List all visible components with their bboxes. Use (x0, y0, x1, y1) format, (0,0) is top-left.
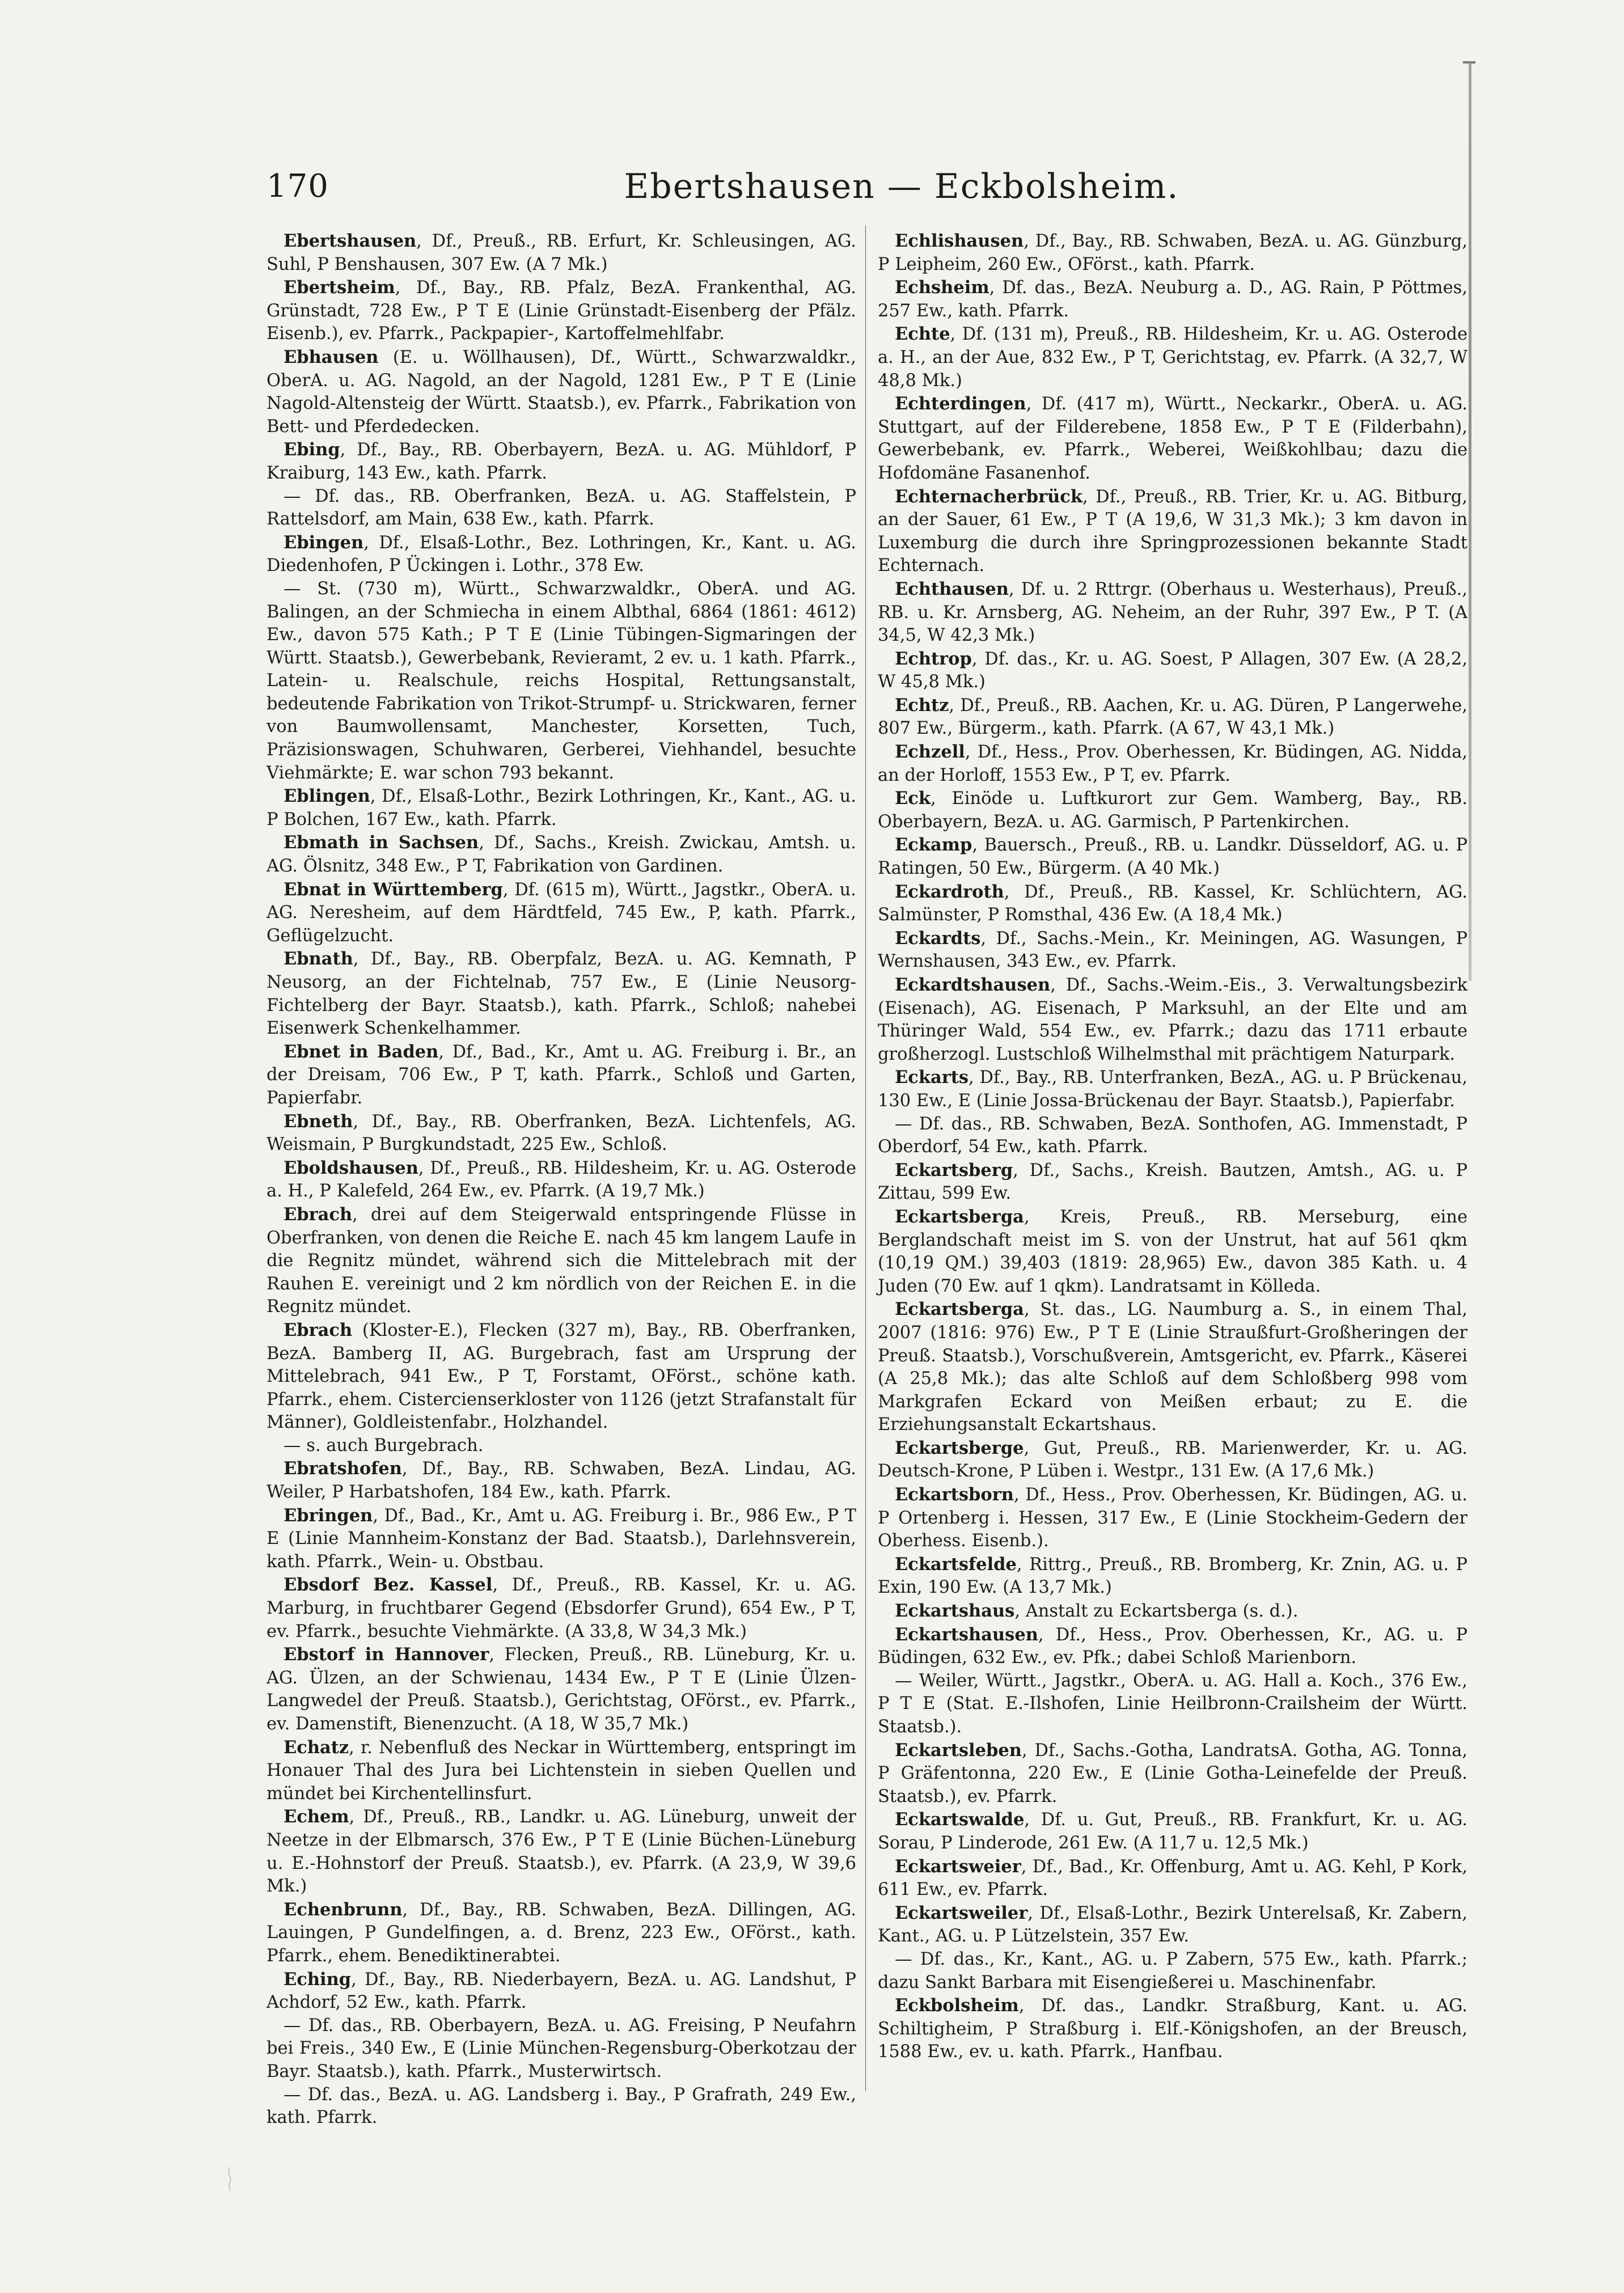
gazetteer-entry (878, 485, 1467, 578)
entry-headword: Eboldshausen (284, 1157, 418, 1178)
gazetteer-entry (878, 1553, 1467, 1600)
entry-headword: Eckartsberga (895, 1206, 1024, 1227)
entry-text: , Df., Sachs.-Gotha, LandratsA. Gotha, AG. Tonna, P Gräfentonna, 220 Ew., E (Linie Gotha-Leinefelde der Preuß. Staatsb.), ev. Pfarrk. (878, 1740, 1467, 1807)
gazetteer-entry (878, 1066, 1467, 1112)
gazetteer-entry (878, 1623, 1467, 1670)
entry-headword: Echenbrunn (284, 1899, 403, 1920)
entry-text: , Df., Bay., RB. Unterfranken, BezA., AG. u. P Brückenau, 130 Ew., E (Linie Jossa-Brückenau der Bayr. Staatsb.), Papierfabr. (878, 1068, 1467, 1111)
entry-headword: Eblingen (284, 786, 370, 807)
entry-headword: Echsheim (895, 277, 989, 298)
entry-text: , Df., Bay., RB. Schwaben, BezA. u. AG. Günzburg, P Leipheim, 260 Ew., OFörst., kath. Pfarrk. (878, 231, 1467, 274)
entry-text: , Df., Bad., Kr. Offenburg, Amt u. AG. Kehl, P Kork, 611 Ew., ev. Pfarrk. (878, 1856, 1467, 1900)
gazetteer-entry (878, 1159, 1467, 1205)
gazetteer-entry (267, 1968, 856, 2015)
entry-text: , Df. u. Gut, Preuß., RB. Frankfurt, Kr. u. AG. Sorau, P Linderode, 261 Ew. (A 11,7 u. 12,5 Mk.) (878, 1810, 1467, 1853)
gazetteer-entry (267, 276, 856, 346)
entry-text: , Df., Preuß., RB. Trier, Kr. u. AG. Bitburg, an der Sauer, 61 Ew., P T (A 19,6, W 31,3 Mk.); 3 km davon in Luxemburg die durch ihre Springprozessionen bekannte Stadt Echternach. (878, 486, 1467, 576)
entry-text: , Df. u. 2 Rttrgr. (Oberhaus u. Westerhaus), Preuß., RB. u. Kr. Arnsberg, AG. Neheim, an der Ruhr, 397 Ew., P T. (A 34,5, W 42,3 Mk.) (878, 579, 1467, 646)
entry-text: , Df. das., Landkr. Straßburg, Kant. u. AG. Schiltigheim, P Straßburg i. Elf.-Königshofen, an der Breusch, 1588 Ew., ev. u. kath. Pfarrk., Hanfbau. (878, 1996, 1467, 2062)
entry-text: — Df. das., RB. Oberbayern, BezA. u. AG. Freising, P Neufahrn bei Freis., 340 Ew., E (Linie München-Regensburg-Oberkotzau der Bayr. Staatsb.), kath. Pfarrk., Musterwirtsch. (267, 2015, 856, 2082)
gazetteer-entry (267, 2084, 856, 2130)
entry-text: , Df., Preuß., RB. Kassel, Kr. Schlüchtern, AG. Salmünster, P Romsthal, 436 Ew. (A 18,4 Mk.) (878, 882, 1467, 925)
entry-headword: Eckardts (895, 928, 981, 949)
entry-text: , drei auf dem Steigerwald entspringende Flüsse in Oberfranken, von denen die Reiche E. nach 45 km langem Laufe in die Regnitz mündet, während sich die Mittelebrach mit der Rauhen E. vereinigt und 2 km nördlich von der Reichen E. in die Regnitz mündet. (267, 1204, 857, 1317)
entry-text: , Df., Elsaß-Lothr., Bez. Lothringen, Kr., Kant. u. AG. Diedenhofen, P Ückingen i. Lothr., 378 Ew. (267, 532, 856, 576)
entry-headword: Ebneth (284, 1111, 353, 1132)
gazetteer-entry (878, 1808, 1467, 1855)
gazetteer-entry (267, 1040, 856, 1110)
entry-text: , Df., Bay., RB. Pfalz, BezA. Frankenthal, AG. Grünstadt, 728 Ew., P T E (Linie Grünstadt-Eisenberg der Pfälz. Eisenb.), ev. Pfarrk., Packpapier-, Kartoffelmehlfabr. (267, 278, 856, 344)
gazetteer-entry (878, 1205, 1467, 1298)
gazetteer-entry (267, 531, 856, 578)
entry-text: , Df., Preuß., RB. Aachen, Kr. u. AG. Düren, P Langerwehe, 807 Ew., Bürgerm., kath. Pfarrk. (A 67, W 43,1 Mk.) (878, 695, 1467, 739)
gazetteer-entry (267, 485, 856, 531)
entry-headword: Eckartsweier (895, 1856, 1021, 1877)
entry-headword: Eckartshausen (895, 1624, 1038, 1645)
gazetteer-entry (267, 2015, 856, 2084)
gazetteer-entry (267, 438, 856, 485)
gazetteer-entry (267, 1643, 856, 1736)
gazetteer-entry (267, 1319, 856, 1435)
entry-headword: Ebnet in Baden (284, 1041, 439, 1062)
entry-text: , Anstalt zu Eckartsberga (s. d.). (1014, 1601, 1299, 1622)
entry-text: — Df. das., RB. Oberfranken, BezA. u. AG. Staffelstein, P Rattelsdorf, am Main, 638 Ew., kath. Pfarrk. (267, 486, 856, 530)
entry-text: , Df., Sachs., Kreish. Zwickau, Amtsh. u. AG. Ölsnitz, 348 Ew., P T, Fabrikation von Gardinen. (267, 833, 856, 877)
gazetteer-entry (267, 230, 856, 276)
entry-text: , Df. (417 m), Württ., Neckarkr., OberA. u. AG. Stuttgart, auf der Filderebene, 1858 Ew., P T E (Filderbahn), Gewerbebank, ev. Pfarrk., Weberei, Weißkohlbau; dazu die Hofdomäne Fasanenhof. (878, 394, 1467, 483)
entry-text: , Df., Bad., Kr., Amt u. AG. Freiburg i. Br., 986 Ew., P T E (Linie Mannheim-Konstanz der Bad. Staatsb.), Darlehnsverein, kath. Pfarrk., Wein- u. Obstbau. (267, 1505, 856, 1572)
entry-text: — Weiler, Württ., Jagstkr., OberA. u. AG. Hall a. Koch., 376 Ew., P T E (Stat. E.-Ilshofen, Linie Heilbronn-Crailsheim der Württ. Staatsb.). (878, 1670, 1467, 1737)
gazetteer-entry (878, 578, 1467, 648)
entry-text: , Df., Sachs., Kreish. Bautzen, Amtsh., AG. u. P Zittau, 599 Ew. (878, 1160, 1467, 1204)
entry-headword: Eckbolsheim (895, 1995, 1019, 2016)
entry-text: , Gut, Preuß., RB. Marienwerder, Kr. u. AG. Deutsch-Krone, P Lüben i. Westpr., 131 Ew. (A 17,6 Mk.) (878, 1438, 1467, 1482)
entry-text: , Df., Bay., RB. Oberpfalz, BezA. u. AG. Kemnath, P Neusorg, an der Fichtelnab, 757 Ew., E (Linie Neusorg-Fichtelberg der Bayr. Staatsb.), kath. Pfarrk., Schloß; nahebei Eisenwerk Schenkelhammer. (267, 949, 856, 1039)
gazetteer-entry (267, 947, 856, 1040)
entry-text: — St. (730 m), Württ., Schwarzwaldkr., OberA. und AG. Balingen, an der Schmiecha in einem Albthal, 6864 (1861: 4612) Ew., davon 575 Kath.; P T E (Linie Tübingen-Sigmaringen der Württ. Staatsb.), Gewerbebank, Revieramt, 2 ev. u. 1 kath. Pfarrk., Latein- u. Realschule, reichs Hospital, Rettungsanstalt, bedeutende Fabrikation von Trikot-Strumpf- u. Strickwaren, ferner von Baumwollensamt, Manchester, Korsetten, Tuch, Präzisionswagen, Schuhwaren, Gerberei, Viehhandel, besuchte Viehmärkte; E. war schon 793 bekannt. (267, 578, 856, 783)
margin-mark (226, 2166, 234, 2192)
gazetteer-entry (878, 694, 1467, 741)
gazetteer-entry (878, 1437, 1467, 1483)
gazetteer-entry (267, 578, 856, 785)
entry-text: , r. Nebenfluß des Neckar in Württemberg, entspringt im Honauer Thal des Jura bei Lichtenstein in sieben Quellen und mündet bei Kirchentellinsfurt. (267, 1737, 856, 1804)
entry-text: , Df., Bay., RB. Oberfranken, BezA. Lichtenfels, AG. Weismain, P Burgkundstadt, 225 Ew., Schloß. (267, 1111, 856, 1155)
entry-text: , Df., Bay., RB. Oberbayern, BezA. u. AG. Mühldorf, P Kraiburg, 143 Ew., kath. Pfarrk. (267, 440, 856, 483)
entry-text: — Df. das., Kr., Kant., AG. u. P Zabern, 575 Ew., kath. Pfarrk.; dazu Sankt Barbara mit Eisengießerei u. Maschinenfabr. (878, 1949, 1467, 1992)
gazetteer-entry (878, 1948, 1467, 1994)
gazetteer-entry (878, 1739, 1467, 1809)
page-edge-shadow (1469, 62, 1471, 981)
entry-headword: Eckartsberg (895, 1160, 1013, 1181)
left-column (267, 230, 856, 2130)
entry-text: , Df. (131 m), Preuß., RB. Hildesheim, Kr. u. AG. Osterode a. H., an der Aue, 832 Ew., P T, Gerichtstag, ev. Pfarrk. (A 32,7, W 48,8 Mk.) (878, 324, 1467, 391)
gazetteer-entry (878, 881, 1467, 927)
entry-text: , Df., Bad., Kr., Amt u. AG. Freiburg i. Br., an der Dreisam, 706 Ew., P T, kath. Pfarrk., Schloß und Garten, Papierfabr. (267, 1042, 856, 1108)
entry-text: , Df., Preuß., RB. Kassel, Kr. u. AG. Marburg, in fruchtbarer Gegend (Ebsdorfer Grund), 654 Ew., P T, ev. Pfarrk., besuchte Viehmärkte. (A 33,8, W 34,3 Mk.) (267, 1575, 856, 1642)
entry-text: , Df. das., Kr. u. AG. Soest, P Allagen, 307 Ew. (A 28,2, W 45,8 Mk.) (878, 649, 1467, 692)
entry-text: , Df., Sachs.-Mein., Kr. Meiningen, AG. Wasungen, P Wernshausen, 343 Ew., ev. Pfarrk. (878, 928, 1467, 972)
entry-text: , Df., Bay., RB. Schwaben, BezA. Lindau, AG. Weiler, P Harbatshofen, 184 Ew., kath. Pfarrk. (267, 1459, 856, 1503)
entry-headword: Eckartshaus (895, 1601, 1015, 1622)
gazetteer-entry (267, 1898, 856, 1968)
entry-text: (E. u. Wöllhausen), Df., Württ., Schwarzwaldkr., OberA. u. AG. Nagold, an der Nagold, 1281 Ew., P T E (Linie Nagold-Altensteig der Württ. Staatsb.), ev. Pfarrk., Fabrikation von Bett- und Pferdedecken. (267, 347, 856, 437)
gazetteer-entry (267, 1457, 856, 1504)
gazetteer-entry (267, 1805, 856, 1898)
right-column (878, 230, 1467, 2064)
entry-headword: Eckartsberga (895, 1299, 1024, 1320)
entry-headword: Eckardtshausen (895, 975, 1051, 995)
gazetteer-entry (878, 276, 1467, 323)
page-number: 170 (267, 168, 329, 205)
entry-text: , Df., Sachs.-Weim.-Eis., 3. Verwaltungsbezirk (Eisenach), AG. Eisenach, P Marksuhl, an der Elte und am Thüringer Wald, 554 Ew., ev. Pfarrk.; dazu das 1711 erbaute großherzogl. Lustschloß Wilhelmsthal mit prächtigem Naturpark. (878, 975, 1467, 1064)
entry-headword: Eckartsfelde (895, 1554, 1017, 1575)
gazetteer-entry (267, 1736, 856, 1806)
entry-headword: Eckartsweiler (895, 1902, 1028, 1923)
gazetteer-entry (267, 831, 856, 878)
gazetteer-entry (878, 1298, 1467, 1437)
gazetteer-entry (878, 392, 1467, 485)
gazetteer-entry (878, 741, 1467, 787)
entry-headword: Echtrop (895, 648, 972, 669)
entry-headword: Ebnath (284, 949, 353, 970)
gazetteer-entry (878, 1902, 1467, 1948)
entry-text: , Df., Bay., RB. Niederbayern, BezA. u. AG. Landshut, P Achdorf, 52 Ew., kath. Pfarrk. (267, 1969, 856, 2013)
gazetteer-entry (267, 1157, 856, 1203)
gazetteer-entry (878, 1600, 1467, 1623)
gazetteer-entry (878, 648, 1467, 694)
entry-text: , Df., Elsaß-Lothr., Bezirk Unterelsaß, Kr. Zabern, Kant., AG. u. P Lützelstein, 357 Ew. (878, 1903, 1467, 1947)
gazetteer-entry (878, 974, 1467, 1066)
entry-headword: Echlishausen (895, 231, 1024, 251)
entry-text: (Kloster-E.), Flecken (327 m), Bay., RB. Oberfranken, BezA. Bamberg II, AG. Burgebrach, fast am Ursprung der Mittelebrach, 941 Ew., P T, Forstamt, OFörst., schöne kath. Pfarrk., ehem. Cistercienserkloster von 1126 (jetzt Strafanstalt für Männer), Goldleistenfabr., Holzhandel. (267, 1320, 856, 1433)
entry-headword: Echtz (895, 695, 949, 716)
entry-text: , Df. das., BezA. Neuburg a. D., AG. Rain, P Pöttmes, 257 Ew., kath. Pfarrk. (878, 278, 1467, 321)
gazetteer-entry (267, 1110, 856, 1157)
entry-headword: Eching (284, 1969, 352, 1990)
entry-headword: Echem (284, 1807, 349, 1827)
entry-headword: Echte (895, 324, 950, 345)
entry-headword: Eckartswalde (895, 1809, 1025, 1830)
gazetteer-entry (878, 1483, 1467, 1553)
entry-headword: Ebringen (284, 1505, 373, 1526)
entry-headword: Eckartsberge (895, 1437, 1024, 1458)
entry-headword: Eck (895, 788, 931, 809)
gazetteer-entry (878, 323, 1467, 392)
entry-text: , St. das., LG. Naumburg a. S., in einem Thal, 2007 (1816: 976) Ew., P T E (Linie Straußfurt-Großheringen der Preuß. Staatsb.), Vorschußverein, Amtsgericht, ev. Pfarrk., Käserei (A 25,8 Mk.); das alte Schloß auf dem Schloßberg 998 vom Markgrafen Eckard von Meißen erbaut; zu E. die Erziehungsanstalt Eckartshaus. (878, 1300, 1467, 1435)
entry-text: , Df., Hess., Prov. Oberhessen, Kr. Büdingen, AG. Nidda, an der Horloff, 1553 Ew., P T, ev. Pfarrk. (878, 742, 1467, 785)
entry-text: , Kreis, Preuß., RB. Merseburg, eine Berglandschaft meist im S. von der Unstrut, hat auf 561 qkm (10,19 QM.) 39,403 (1819: 28,965) Ew., davon 385 Kath. u. 4 Juden (70 Ew. auf 1 qkm). Landratsamt in Kölleda. (878, 1207, 1467, 1296)
gazetteer-entry (878, 1670, 1467, 1739)
gazetteer-entry (267, 1203, 856, 1319)
entry-headword: Ebsdorf Bez. Kassel (284, 1575, 493, 1596)
column-divider (865, 226, 866, 2091)
gazetteer-entry (878, 927, 1467, 974)
entry-text: , Einöde u. Luftkurort zur Gem. Wamberg, Bay., RB. Oberbayern, BezA. u. AG. Garmisch, P Partenkirchen. (878, 789, 1467, 832)
entry-text: , Df. (615 m), Württ., Jagstkr., OberA. u. AG. Neresheim, auf dem Härdtfeld, 745 Ew., P, kath. Pfarrk., Geflügelzucht. (267, 879, 856, 946)
gazetteer-entry (267, 785, 856, 831)
gazetteer-entry (267, 878, 856, 948)
gazetteer-entry (878, 834, 1467, 880)
entry-headword: Echzell (895, 742, 965, 763)
entry-headword: Ebratshofen (284, 1458, 402, 1479)
entry-headword: Ebertsheim (284, 277, 395, 298)
entry-text: , Df., Bay., RB. Schwaben, BezA. Dillingen, AG. Lauingen, P Gundelfingen, a. d. Brenz, 223 Ew., OFörst., kath. Pfarrk., ehem. Benediktinerabtei. (267, 1899, 856, 1966)
entry-text: , Df., Preuß., RB., Landkr. u. AG. Lüneburg, unweit der Neetze in der Elbmarsch, 376 Ew., P T E (Linie Büchen-Lüneburg u. E.-Hohnstorf der Preuß. Staatsb.), ev. Pfarrk. (A 23,9, W 39,6 Mk.) (267, 1807, 856, 1897)
gazetteer-entry (878, 787, 1467, 834)
entry-headword: Echatz (284, 1737, 349, 1758)
gazetteer-entry (267, 346, 856, 438)
entry-text: , Df., Hess., Prov. Oberhessen, Kr., AG. u. P Büdingen, 632 Ew., ev. Pfk.; dabei Schloß Marienborn. (878, 1624, 1467, 1668)
entry-headword: Eckartsborn (895, 1484, 1014, 1505)
gazetteer-entry (878, 1113, 1467, 1159)
gazetteer-entry (267, 1573, 856, 1643)
entry-headword: Eckamp (895, 835, 972, 856)
entry-text: , Df., Preuß., RB. Erfurt, Kr. Schleusingen, AG. Suhl, P Benshausen, 307 Ew. (A 7 Mk.) (267, 231, 856, 274)
gazetteer-entry (267, 1435, 856, 1458)
entry-headword: Ebrach (284, 1319, 353, 1340)
entry-headword: Ebing (284, 439, 340, 460)
entry-headword: Ebertshausen (284, 231, 417, 251)
entry-headword: Ebrach (284, 1204, 353, 1225)
entry-headword: Eckarts (895, 1067, 969, 1088)
entry-text: — s. auch Burgebrach. (284, 1435, 484, 1456)
entry-headword: Eckartsleben (895, 1740, 1022, 1761)
entry-text: , Df., Hess., Prov. Oberhessen, Kr. Büdingen, AG. u. P Ortenberg i. Hessen, 317 Ew., E (Linie Stockheim-Gedern der Oberhess. Eisenb.). (878, 1485, 1467, 1551)
entry-text: , Bauersch., Preuß., RB. u. Landkr. Düsseldorf, AG. u. P Ratingen, 50 Ew., Bürgerm. (A 40 Mk.) (878, 835, 1467, 879)
entry-text: , Df., Preuß., RB. Hildesheim, Kr. u. AG. Osterode a. H., P Kalefeld, 264 Ew., ev. Pfarrk. (A 19,7 Mk.) (267, 1158, 856, 1202)
entry-headword: Ebmath in Sachsen (284, 832, 479, 853)
entry-headword: Ebhausen (284, 346, 379, 367)
entry-headword: Ebingen (284, 532, 364, 553)
gazetteer-entry (878, 230, 1467, 276)
gazetteer-entry (878, 1855, 1467, 1902)
entry-text: , Df., Elsaß-Lothr., Bezirk Lothringen, Kr., Kant., AG. u. P Bolchen, 167 Ew., kath. Pfarrk. (267, 786, 856, 830)
gazetteer-entry (267, 1504, 856, 1574)
running-head: Ebertshausen — Eckbolsheim. (624, 167, 1179, 206)
entry-text: , Rittrg., Preuß., RB. Bromberg, Kr. Znin, AG. u. P Exin, 190 Ew. (A 13,7 Mk.) (878, 1554, 1467, 1598)
entry-headword: Ebnat in Württemberg (284, 879, 503, 900)
entry-text: — Df. das., BezA. u. AG. Landsberg i. Bay., P Grafrath, 249 Ew., kath. Pfarrk. (267, 2084, 856, 2128)
entry-headword: Echterdingen (895, 394, 1026, 414)
entry-headword: Ebstorf in Hannover (284, 1644, 489, 1665)
entry-headword: Eckardroth (895, 881, 1004, 902)
entry-headword: Echthausen (895, 578, 1009, 599)
entry-text: — Df. das., RB. Schwaben, BezA. Sonthofen, AG. Immenstadt, P Oberdorf, 54 Ew., kath. Pfarrk. (878, 1114, 1467, 1157)
gazetteer-entry (878, 1994, 1467, 2064)
entry-headword: Echternacherbrück (895, 486, 1082, 507)
entry-text: , Flecken, Preuß., RB. Lüneburg, Kr. u. AG. Ülzen, an der Schwienau, 1434 Ew., P T E (Linie Ülzen-Langwedel der Preuß. Staatsb.), Gerichtstag, OFörst., ev. Pfarrk., ev. Damenstift, Bienenzucht. (A 18, W 35,7 Mk.) (267, 1645, 856, 1734)
